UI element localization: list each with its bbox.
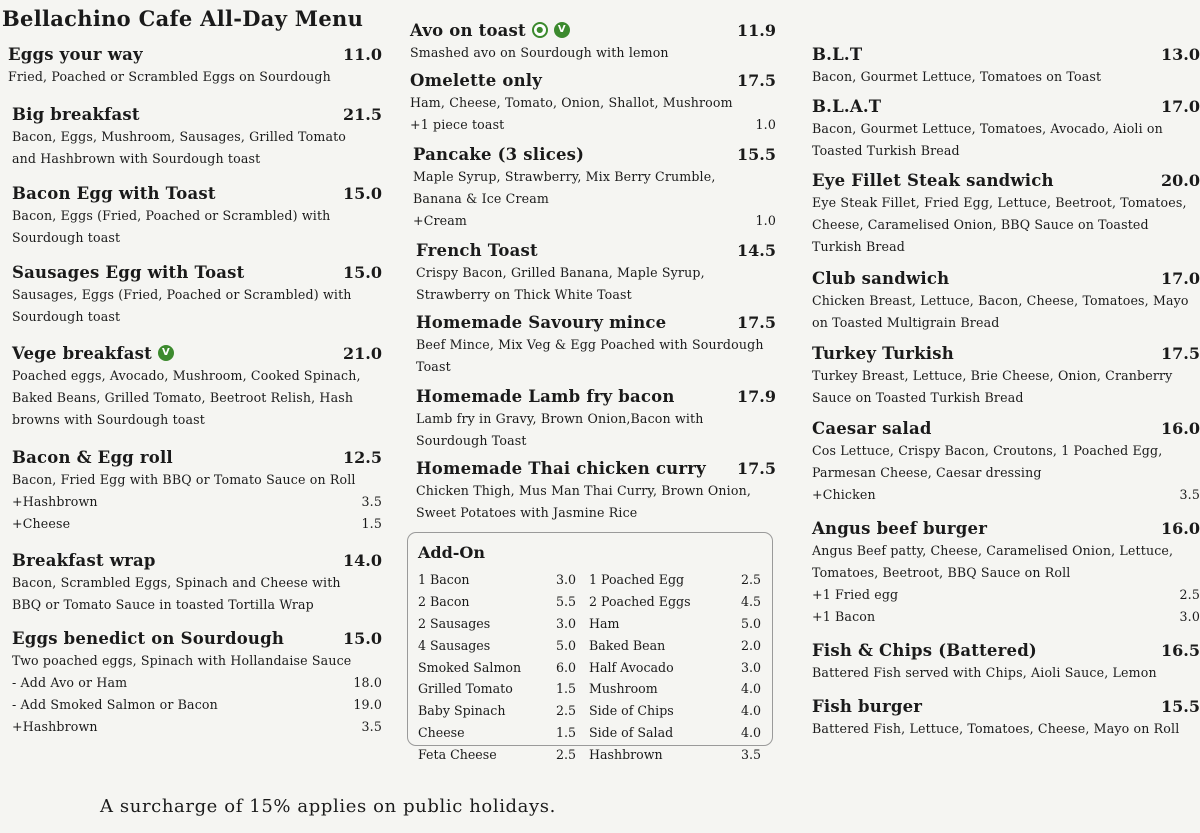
menu-item-extra — [12, 672, 382, 694]
menu-item-header — [812, 341, 1200, 365]
add-on-row — [589, 569, 761, 591]
menu-item-description: Bacon, Gourmet Lettuce, Tomatoes on Toast — [812, 69, 1102, 84]
extra-label: +Chicken — [812, 487, 876, 502]
menu-item-name — [416, 313, 666, 332]
menu-item-extra — [12, 694, 382, 716]
menu-item-extra — [812, 484, 1200, 506]
menu-item-header — [12, 341, 382, 365]
menu-item-price: 15.0 — [343, 628, 382, 648]
menu-item-description: BBQ or Tomato Sauce in toasted Tortilla Wrap — [12, 597, 314, 612]
menu-item — [810, 638, 1200, 684]
menu-item-price: 17.0 — [1161, 96, 1200, 116]
extra-price: 2.5 — [1179, 587, 1200, 602]
menu-item — [810, 516, 1200, 628]
menu-item — [408, 18, 776, 64]
menu-item — [408, 238, 776, 306]
menu-item-price: 16.0 — [1161, 418, 1200, 438]
menu-item-description: Eye Steak Fillet, Fried Egg, Lettuce, Beetroot, Tomatoes, — [812, 195, 1187, 210]
menu-item-description: Turkey Breast, Lettuce, Brie Cheese, Onion, Cranberry — [812, 368, 1173, 383]
menu-item-extra — [12, 513, 382, 535]
menu-item-price: 15.0 — [343, 183, 382, 203]
extra-label: +1 Bacon — [812, 609, 876, 624]
menu-item-description: Fried, Poached or Scrambled Eggs on Sourdough — [8, 69, 331, 84]
menu-item-name-text: Bacon & Egg roll — [12, 447, 173, 467]
menu-item-header — [812, 266, 1200, 290]
menu-item-extra — [12, 491, 382, 513]
menu-item-price: 16.0 — [1161, 518, 1200, 538]
add-on-row — [418, 700, 576, 722]
add-on-price: 4.0 — [740, 725, 761, 741]
menu-item-price: 15.5 — [1161, 696, 1200, 716]
add-on-row — [418, 613, 576, 635]
menu-item-header — [416, 456, 776, 480]
menu-item-name-text: Avo on toast — [410, 20, 526, 40]
menu-item — [810, 694, 1200, 740]
add-on-row — [418, 635, 576, 657]
menu-item-description: Bacon, Eggs (Fried, Poached or Scrambled) with — [12, 208, 331, 223]
menu-item-description: Ham, Cheese, Tomato, Onion, Shallot, Mushroom — [410, 95, 733, 110]
menu-item-name — [812, 344, 954, 363]
menu-item-description: Battered Fish served with Chips, Aioli Sauce, Lemon — [812, 665, 1157, 680]
menu-item-name-text: Breakfast wrap — [12, 550, 156, 570]
menu-item-name-text: Homemade Lamb fry bacon — [416, 386, 675, 406]
extra-label: - Add Smoked Salmon or Bacon — [12, 697, 218, 712]
menu-item-description: Bacon, Fried Egg with BBQ or Tomato Sauce on Roll — [12, 472, 356, 487]
add-on-price: 5.5 — [555, 593, 576, 609]
menu-item-header — [12, 260, 382, 284]
menu-item-header — [12, 102, 382, 126]
menu-item-description: Toast — [416, 359, 451, 374]
gluten-free-icon: ● — [532, 22, 548, 38]
menu-item-price: 16.5 — [1161, 640, 1200, 660]
add-on-list-right — [589, 569, 761, 766]
add-on-row — [418, 744, 576, 766]
menu-item-header — [812, 638, 1200, 662]
add-on-label: Mushroom — [589, 681, 658, 697]
menu-item-description: Chicken Thigh, Mus Man Thai Curry, Brown Onion, — [416, 483, 751, 498]
menu-item-name — [413, 145, 584, 164]
add-on-price: 4.0 — [740, 681, 761, 697]
menu-item-description: Lamb fry in Gravy, Brown Onion,Bacon with — [416, 411, 704, 426]
extra-price: 3.5 — [361, 494, 382, 509]
menu-item-price: 11.0 — [343, 44, 382, 64]
menu-item-header — [12, 445, 382, 469]
add-on-label: Side of Chips — [589, 703, 674, 719]
add-on-row — [589, 722, 761, 744]
menu-item-description: Angus Beef patty, Cheese, Caramelised Onion, Lettuce, — [812, 543, 1174, 558]
menu-item-description: Sausages, Eggs (Fried, Poached or Scrambled) with — [12, 287, 352, 302]
add-on-label: 1 Poached Egg — [589, 572, 685, 587]
menu-item-name-text: Caesar salad — [812, 418, 932, 438]
menu-item-name-text: Pancake (3 slices) — [413, 144, 585, 164]
add-on-price: 6.0 — [555, 659, 576, 675]
menu-item-name — [12, 551, 156, 570]
menu-item-header — [12, 181, 382, 205]
menu-item-name — [812, 97, 881, 116]
menu-item-description: Sourdough toast — [12, 230, 121, 245]
menu-item-description: Sourdough Toast — [416, 433, 527, 448]
menu-item-name-text: B.L.A.T — [812, 96, 882, 116]
add-on-label: 4 Sausages — [418, 637, 491, 653]
menu-item-price: 14.0 — [343, 550, 382, 570]
menu-item-description: Bacon, Gourmet Lettuce, Tomatoes, Avocado, Aioli on — [812, 121, 1163, 136]
add-on-price: 3.5 — [740, 747, 761, 763]
add-on-label: Cheese — [418, 725, 465, 741]
add-on-price: 2.0 — [740, 637, 761, 653]
menu-item — [4, 548, 382, 616]
menu-item-header — [812, 168, 1200, 192]
add-on-label: Baby Spinach — [418, 703, 506, 719]
add-on-box — [407, 532, 773, 763]
menu-item-description: Cheese, Caramelised Onion, BBQ Sauce on Toasted — [812, 217, 1149, 232]
add-on-label: Hashbrown — [589, 747, 663, 763]
menu-item-name — [812, 641, 1037, 660]
add-on-row — [589, 700, 761, 722]
menu-item-name-text: Bacon Egg with Toast — [12, 183, 216, 203]
menu-item-name — [812, 45, 862, 64]
add-on-price: 3.0 — [555, 572, 576, 587]
add-on-label: 2 Bacon — [418, 593, 470, 609]
add-on-title: Add-On — [418, 543, 485, 562]
menu-item — [810, 416, 1200, 506]
menu-item-name — [12, 184, 216, 203]
extra-label: +Cream — [413, 213, 468, 228]
add-on-label: Grilled Tomato — [418, 681, 513, 697]
add-on-label: Smoked Salmon — [418, 659, 522, 675]
add-on-row — [418, 569, 576, 591]
menu-item-header — [416, 384, 776, 408]
menu-item-description: Sweet Potatoes with Jasmine Rice — [416, 505, 638, 520]
menu-item-name-text: Fish burger — [812, 696, 923, 716]
add-on-row — [589, 591, 761, 613]
add-on-row — [589, 635, 761, 657]
menu-item-name — [410, 21, 570, 40]
menu-item-description: Parmesan Cheese, Caesar dressing — [812, 465, 1042, 480]
vegan-leaf-icon: V — [554, 22, 570, 38]
add-on-price: 1.5 — [555, 681, 576, 697]
menu-item-name — [416, 241, 538, 260]
menu-item-name-text: Eggs your way — [8, 44, 143, 64]
menu-item-description: Chicken Breast, Lettuce, Bacon, Cheese, Tomatoes, Mayo — [812, 293, 1189, 308]
add-on-label: 2 Sausages — [418, 615, 491, 631]
extra-price: 3.5 — [1179, 487, 1200, 502]
add-on-row — [418, 591, 576, 613]
extra-price: 1.5 — [361, 516, 382, 531]
add-on-price: 5.0 — [740, 615, 761, 631]
menu-item-name-text: Sausages Egg with Toast — [12, 262, 245, 282]
menu-item — [408, 456, 776, 524]
menu-item — [810, 266, 1200, 334]
menu-item — [4, 42, 382, 88]
menu-item-description: Two poached eggs, Spinach with Hollandaise Sauce — [12, 653, 352, 668]
menu-item-name — [812, 269, 949, 288]
menu-item-name-text: B.L.T — [812, 44, 863, 64]
menu-item — [4, 102, 382, 170]
add-on-label: 1 Bacon — [418, 572, 470, 587]
menu-item-name-text: Turkey Turkish — [812, 343, 954, 363]
menu-item-name-text: Big breakfast — [12, 104, 140, 124]
menu-item-name-text: Fish & Chips (Battered) — [812, 640, 1037, 660]
menu-item-name — [812, 697, 922, 716]
extra-price: 3.0 — [1179, 609, 1200, 624]
menu-item-name — [410, 71, 542, 90]
menu-item-header — [410, 18, 776, 42]
menu-item-description: Turkish Bread — [812, 239, 906, 254]
add-on-label: Feta Cheese — [418, 747, 497, 763]
add-on-row — [589, 613, 761, 635]
menu-item — [810, 168, 1200, 258]
menu-item-price: 21.5 — [343, 104, 382, 124]
extra-price: 18.0 — [353, 675, 382, 690]
menu-item — [408, 310, 776, 378]
menu-item-header — [413, 142, 776, 166]
menu-item-name — [12, 629, 284, 648]
extra-price: 1.0 — [755, 213, 776, 228]
add-on-price: 2.5 — [555, 747, 576, 763]
menu-item-name — [12, 263, 244, 282]
menu-item-price: 13.0 — [1161, 44, 1200, 64]
menu-item-price: 21.0 — [343, 343, 382, 363]
menu-item-description: Tomatoes, Beetroot, BBQ Sauce on Roll — [812, 565, 1071, 580]
menu-item-name-text: Omelette only — [410, 70, 543, 90]
add-on-price: 3.0 — [740, 659, 761, 675]
menu-item-name-text: Eggs benedict on Sourdough — [12, 628, 285, 648]
menu-item-header — [416, 238, 776, 262]
menu-item-price: 12.5 — [343, 447, 382, 467]
menu-item-name — [8, 45, 143, 64]
menu-item-description: Bacon, Eggs, Mushroom, Sausages, Grilled Tomato — [12, 129, 347, 144]
menu-item-header — [12, 626, 382, 650]
extra-label: +Hashbrown — [12, 494, 98, 509]
add-on-label: 2 Poached Eggs — [589, 593, 691, 609]
add-on-price: 5.0 — [555, 637, 576, 653]
menu-item-description: Maple Syrup, Strawberry, Mix Berry Crumble, — [413, 169, 716, 184]
menu-item-price: 17.5 — [737, 70, 776, 90]
menu-item-name — [416, 459, 706, 478]
menu-item-price: 15.5 — [737, 144, 776, 164]
menu-item-price: 17.5 — [737, 312, 776, 332]
menu-item-name-text: Angus beef burger — [812, 518, 988, 538]
menu-item-description: browns with Sourdough toast — [12, 412, 205, 427]
menu-item-description: Smashed avo on Sourdough with lemon — [410, 45, 669, 60]
menu-item — [408, 68, 776, 136]
add-on-label: Half Avocado — [589, 659, 674, 675]
menu-item-description: Strawberry on Thick White Toast — [416, 287, 632, 302]
menu-item — [408, 142, 776, 232]
extra-label: +1 piece toast — [410, 117, 505, 132]
menu-item — [4, 181, 382, 249]
vegan-leaf-icon: V — [158, 345, 174, 361]
menu-item-name-text: Club sandwich — [812, 268, 950, 288]
add-on-row — [589, 744, 761, 766]
menu-item-description: Battered Fish, Lettuce, Tomatoes, Cheese, Mayo on Roll — [812, 721, 1180, 736]
menu-item-name — [416, 387, 675, 406]
menu-item-description: Cos Lettuce, Crispy Bacon, Croutons, 1 Poached Egg, — [812, 443, 1163, 458]
menu-item-price: 17.5 — [737, 458, 776, 478]
menu-item — [810, 94, 1200, 162]
add-on-price: 2.5 — [740, 572, 761, 587]
menu-item-name — [12, 344, 174, 363]
menu-item-header — [812, 416, 1200, 440]
menu-item-extra — [12, 716, 382, 738]
menu-item-name — [12, 448, 173, 467]
add-on-row — [418, 722, 576, 744]
menu-item-price: 15.0 — [343, 262, 382, 282]
menu-item-header — [416, 310, 776, 334]
add-on-label: Ham — [589, 615, 620, 631]
extra-price: 1.0 — [755, 117, 776, 132]
menu-item-extra — [812, 606, 1200, 628]
holiday-surcharge-note: A surcharge of 15% applies on public holidays. — [100, 796, 556, 817]
menu-item-price: 11.9 — [737, 20, 776, 40]
menu-item-price: 14.5 — [737, 240, 776, 260]
menu-item-description: Baked Beans, Grilled Tomato, Beetroot Relish, Hash — [12, 390, 354, 405]
add-on-label: Side of Salad — [589, 725, 674, 741]
menu-item-extra — [413, 210, 776, 232]
menu-item-header — [410, 68, 776, 92]
menu-item-extra — [812, 584, 1200, 606]
menu-item-description: Toasted Turkish Bread — [812, 143, 960, 158]
add-on-row — [589, 657, 761, 679]
menu-item — [810, 42, 1200, 88]
add-on-price: 2.5 — [555, 703, 576, 719]
add-on-list-left — [418, 569, 576, 766]
add-on-row — [418, 657, 576, 679]
menu-item-name-text: Homemade Savoury mince — [416, 312, 667, 332]
menu-item-name-text: Vege breakfast — [12, 343, 152, 363]
menu-item-price: 17.0 — [1161, 268, 1200, 288]
add-on-row — [589, 678, 761, 700]
menu-item-description: Bacon, Scrambled Eggs, Spinach and Cheese with — [12, 575, 341, 590]
menu-item — [4, 626, 382, 738]
menu-item-name — [12, 105, 140, 124]
menu-item — [408, 384, 776, 452]
menu-item-description: Poached eggs, Avocado, Mushroom, Cooked Spinach, — [12, 368, 361, 383]
extra-price: 19.0 — [353, 697, 382, 712]
menu-item-name — [812, 171, 1054, 190]
menu-item-description: Sauce on Toasted Turkish Bread — [812, 390, 1024, 405]
add-on-price: 4.5 — [740, 593, 761, 609]
menu-item-description: Crispy Bacon, Grilled Banana, Maple Syrup, — [416, 265, 705, 280]
extra-label: +Cheese — [12, 516, 71, 531]
add-on-row — [418, 678, 576, 700]
add-on-price: 1.5 — [555, 725, 576, 741]
menu-item — [4, 341, 382, 431]
menu-item-header — [812, 516, 1200, 540]
menu-item — [4, 260, 382, 328]
add-on-price: 4.0 — [740, 703, 761, 719]
menu-item-name — [812, 419, 932, 438]
menu-item-header — [12, 548, 382, 572]
menu-item — [4, 445, 382, 535]
menu-item-name-text: Eye Fillet Steak sandwich — [812, 170, 1054, 190]
menu-item-name-text: Homemade Thai chicken curry — [416, 458, 706, 478]
menu-item-price: 20.0 — [1161, 170, 1200, 190]
menu-item-header — [8, 42, 382, 66]
menu-item-header — [812, 694, 1200, 718]
menu-item-header — [812, 94, 1200, 118]
extra-label: +Hashbrown — [12, 719, 98, 734]
extra-label: +1 Fried egg — [812, 587, 899, 602]
menu-item-description: Sourdough toast — [12, 309, 121, 324]
menu-item — [810, 341, 1200, 409]
menu-item-name-text: French Toast — [416, 240, 538, 260]
extra-label: - Add Avo or Ham — [12, 675, 128, 690]
menu-item-header — [812, 42, 1200, 66]
menu-item-extra — [410, 114, 776, 136]
menu-item-name — [812, 519, 987, 538]
menu-item-description: on Toasted Multigrain Bread — [812, 315, 1000, 330]
menu-title: Bellachino Cafe All-Day Menu — [2, 6, 364, 31]
add-on-price: 3.0 — [555, 615, 576, 631]
menu-item-price: 17.5 — [1161, 343, 1200, 363]
menu-item-description: and Hashbrown with Sourdough toast — [12, 151, 261, 166]
menu-item-description: Banana & Ice Cream — [413, 191, 549, 206]
add-on-label: Baked Bean — [589, 637, 666, 653]
extra-price: 3.5 — [361, 719, 382, 734]
menu-item-description: Beef Mince, Mix Veg & Egg Poached with Sourdough — [416, 337, 764, 352]
menu-item-price: 17.9 — [737, 386, 776, 406]
